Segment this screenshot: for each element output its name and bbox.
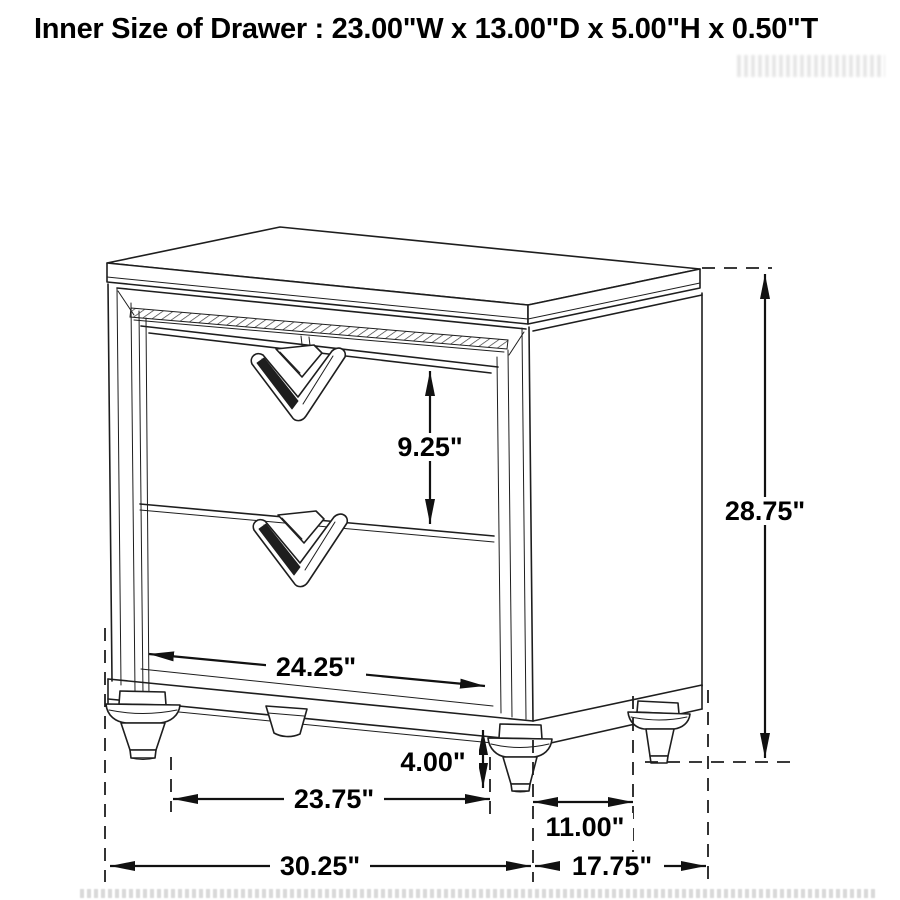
dimension-label: 30.25" (279, 851, 361, 881)
front-left-leg (106, 691, 180, 760)
dimension-drawer-width (149, 652, 485, 686)
diagram-title: Inner Size of Drawer : 23.00"W x 13.00"D x 5.00"H x 0.50"T (34, 13, 818, 45)
dimension-overall-width (110, 851, 531, 881)
watermark-top-right (737, 55, 885, 77)
dimension-label: 23.75" (293, 784, 375, 814)
drawer-handle-bottom (253, 511, 347, 587)
front-right-leg (488, 724, 552, 792)
dimension-label: 9.25" (397, 432, 463, 462)
nightstand-drawing (106, 227, 702, 792)
dimension-leg-height (387, 730, 483, 788)
front-center-leg (266, 706, 307, 737)
dimension-side-legs-span (533, 802, 633, 842)
dimension-label: 11.00" (545, 812, 625, 842)
drawer-handle-top (251, 345, 345, 421)
dimension-label: 28.75" (724, 496, 806, 526)
dimension-drawer-front-height (388, 371, 472, 524)
dimension-overall-height (713, 274, 817, 758)
dimension-label: 17.75" (571, 851, 653, 881)
extension-lines (105, 268, 792, 882)
dimension-label: 4.00" (400, 747, 466, 777)
top-panel (107, 227, 700, 324)
dimension-label: 24.25" (275, 652, 357, 682)
cabinet-body (108, 284, 702, 721)
base-rail (108, 669, 702, 747)
dimension-overall-depth (535, 851, 706, 881)
dimension-front-legs-span (173, 784, 490, 814)
watermark-bottom (80, 889, 878, 898)
rear-right-leg (628, 701, 690, 763)
